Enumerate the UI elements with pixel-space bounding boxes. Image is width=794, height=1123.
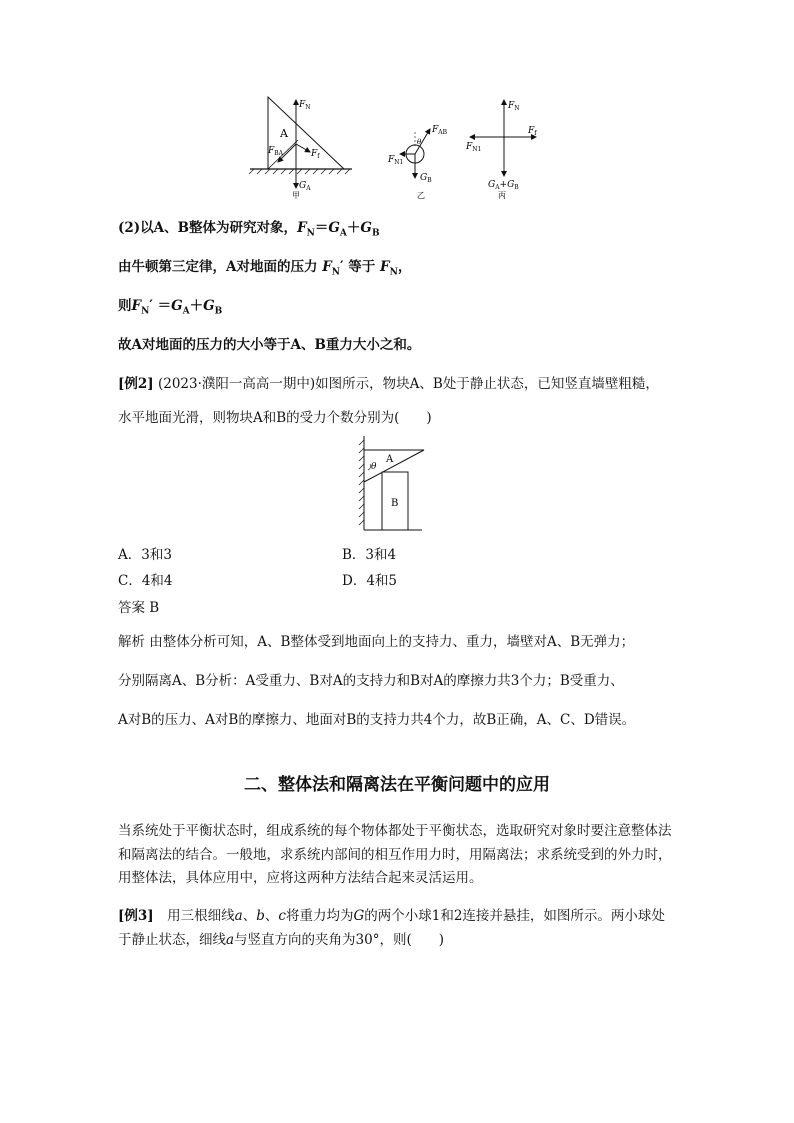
analysis-line2: 分别隔离A、B分析：A受重力、B对A的支持力和B对A的摩擦力共3个力；B受重力、 [118, 673, 624, 689]
diagram-jia [249, 97, 352, 200]
block-a-label: A [280, 127, 288, 140]
example2-question-line2: 水平地面光滑，则物块A和B的受力个数分别为( ) [118, 410, 432, 426]
fba-label: $F_{BA}$ [268, 146, 283, 157]
theta-label: θ [417, 138, 422, 146]
section-paragraph: 当系统处于平衡状态时，组成系统的每个物体都处于平衡状态，选取研究对象时要注意整体法和隔离法的结合。一般地，求系统内部间的相互作用力时，用隔离法；求系统受到的外力时，用整体法，具体应用中，应将这两种方法结合起来灵活运用。 [118, 823, 672, 886]
example2-figure [352, 434, 440, 536]
answer-line [118, 596, 159, 616]
option-a[interactable]: A．3和3 [118, 547, 172, 563]
gb-label: $G_B$ [420, 173, 432, 184]
section-heading: 二、整体法和隔离法在平衡问题中的应用 [244, 775, 550, 795]
caption-bing: 丙 [498, 191, 506, 200]
ga-label: $G_A$ [299, 181, 311, 192]
analysis-label: 解析 [118, 634, 145, 650]
caption-yi: 乙 [417, 191, 425, 200]
analysis-line1: 解析 由整体分析可知，A、B整体受到地面向上的支持力、重力，墙壁对A、B无弹力； [118, 634, 635, 650]
line-conclusion: 故A对地面的压力的大小等于A、B重力大小之和。 [118, 337, 421, 353]
analysis-line3: A对B的压力、A对B的摩擦力、地面对B的支持力共4个力，故B正确，A、C、D错误。 [118, 712, 636, 728]
option-b[interactable]: B．3和4 [342, 547, 397, 563]
force-diagrams-figure [240, 92, 550, 204]
diagram-bing [465, 100, 537, 200]
bing-ff-label: $F_f$ [528, 126, 537, 137]
line-newton-third: 由牛顿第三定律，A对地面的压力 $F_N'$ 等于 $F_N$， [118, 259, 412, 278]
option-d[interactable]: D．4和5 [342, 573, 398, 589]
diagram-yi [387, 125, 448, 200]
bing-fn-label: $F_N$ [508, 101, 520, 112]
fn1-label: $F_{N1}$ [388, 155, 404, 166]
example2-question-line1: [例2] (2023·濮阳一高高一期中)如图所示，物块A、B处于静止状态，已知竖直墙壁粗糙， [118, 376, 659, 392]
example2-block-a: A [386, 454, 394, 465]
answer-label: 答案 [118, 600, 145, 616]
option-c[interactable]: C．4和4 [118, 573, 173, 589]
ff-label: $F_f$ [311, 149, 320, 160]
answer-value: B [149, 600, 160, 616]
line-then-equation: 则$F_N' =G_A+G_B$ [118, 298, 223, 317]
bing-gab-label: $G_A+G_B$ [488, 180, 519, 191]
example2-theta: θ [371, 462, 377, 472]
fn-label: $F_N$ [299, 100, 311, 111]
line-whole-analysis: (2)以A、B整体为研究对象，$F_N=G_A+G_B$ [118, 220, 380, 239]
example2-tag: [例2] [118, 376, 154, 392]
example3-tag: [例3] [118, 908, 154, 924]
bing-fn1-label: $F_{N1}$ [466, 142, 482, 153]
fab-label: $F_{AB}$ [432, 125, 447, 136]
example2-block-b: B [391, 498, 399, 509]
example3-question: [例3] 用三根细线a、b、c将重力均为G的两个小球1和2连接并悬挂，如图所示。两小球处于静止状态，细线a与竖直方向的夹角为30°，则( ) [118, 908, 665, 948]
caption-jia: 甲 [292, 191, 300, 200]
